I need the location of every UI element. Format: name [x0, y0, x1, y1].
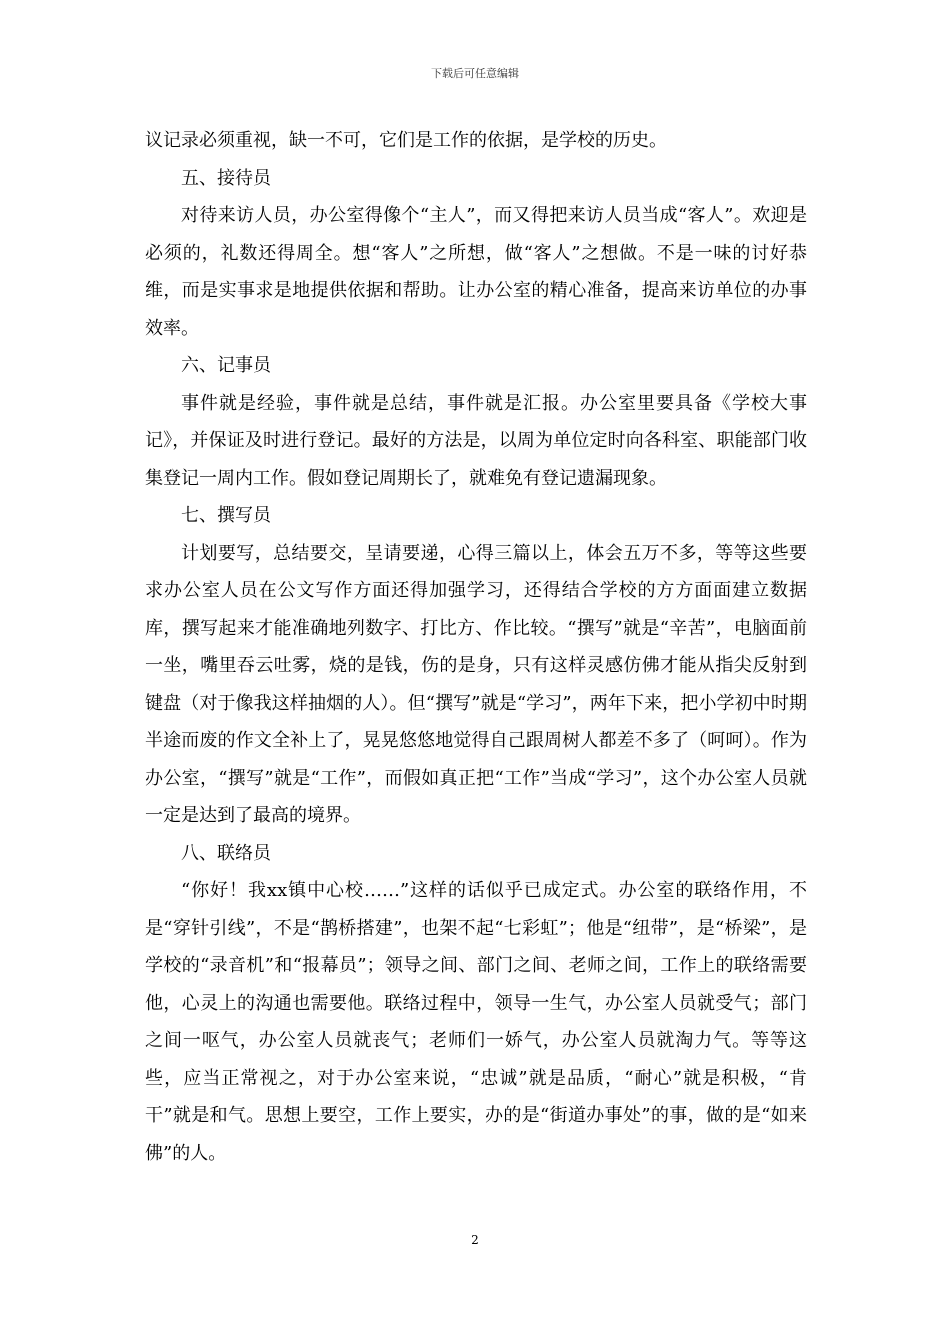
paragraph-reception: 对待来访人员，办公室得像个“主人”，而又得把来访人员当成“客人”。欢迎是必须的，礼数还得周全。想“客人”之所想，做“客人”之想做。不是一味的讨好恭维，而是实事求是地提供依据和帮助。让办公室的精心准备，提高来访单位的办事效率。	[145, 205, 807, 339]
paragraph-continuation: 议记录必须重视，缺一不可，它们是工作的依据，是学校的历史。	[145, 130, 667, 151]
page-header: 下载后可任意编辑	[431, 67, 519, 80]
section-heading-writer: 七、撰写员	[181, 505, 271, 526]
paragraph-liaison: “你好！我xx镇中心校……”这样的话似乎已成定式。办公室的联络作用，不是“穿针引线”，不是“鹊桥搭建”，也架不起“七彩虹”；他是“纽带”，是“桥梁”，是学校的“录音机”和“报幕员”；领导之间、部门之间、老师之间，工作上的联络需要他，心灵上的沟通也需要他。联络过程中，领导一生气，办公室人员就受气；部门之间一呕气，办公室人员就丧气；老师们一娇气，办公室人员就淘力气。等等这些，应当正常视之，对于办公室来说，“忠诚”就是品质，“耐心”就是积极，“肯干”就是和气。思想上要空，工作上要实，办的是“街道办事处”的事，做的是“如来佛”的人。	[145, 880, 807, 1164]
paragraph-recorder: 事件就是经验，事件就是总结，事件就是汇报。办公室里要具备《学校大事记》，并保证及时进行登记。最好的方法是，以周为单位定时向各科室、职能部门收集登记一周内工作。假如登记周期长了，就难免有登记遗漏现象。	[145, 392, 807, 489]
page-number: 2	[471, 1233, 479, 1247]
section-heading-recorder: 六、记事员	[181, 355, 271, 376]
section-heading-liaison: 八、联络员	[181, 842, 271, 864]
document-body	[145, 122, 807, 1172]
section-heading-reception: 五、接待员	[181, 167, 271, 189]
paragraph-writer: 计划要写，总结要交，呈请要递，心得三篇以上，体会五万不多，等等这些要求办公室人员在公文写作方面还得加强学习，还得结合学校的方方面面建立数据库，撰写起来才能准确地列数字、打比方、作比较。“撰写”就是“辛苦”，电脑面前一坐，嘴里吞云吐雾，烧的是钱，伤的是身，只有这样灵感仿佛才能从指尖反射到键盘（对于像我这样抽烟的人）。但“撰写”就是“学习”，两年下来，把小学初中时期半途而废的作文全补上了，晃晃悠悠地觉得自己跟周树人都差不多了（呵呵）。作为办公室，“撰写”就是“工作”，而假如真正把“工作”当成“学习”，这个办公室人员就一定是达到了最高的境界。	[145, 542, 807, 826]
